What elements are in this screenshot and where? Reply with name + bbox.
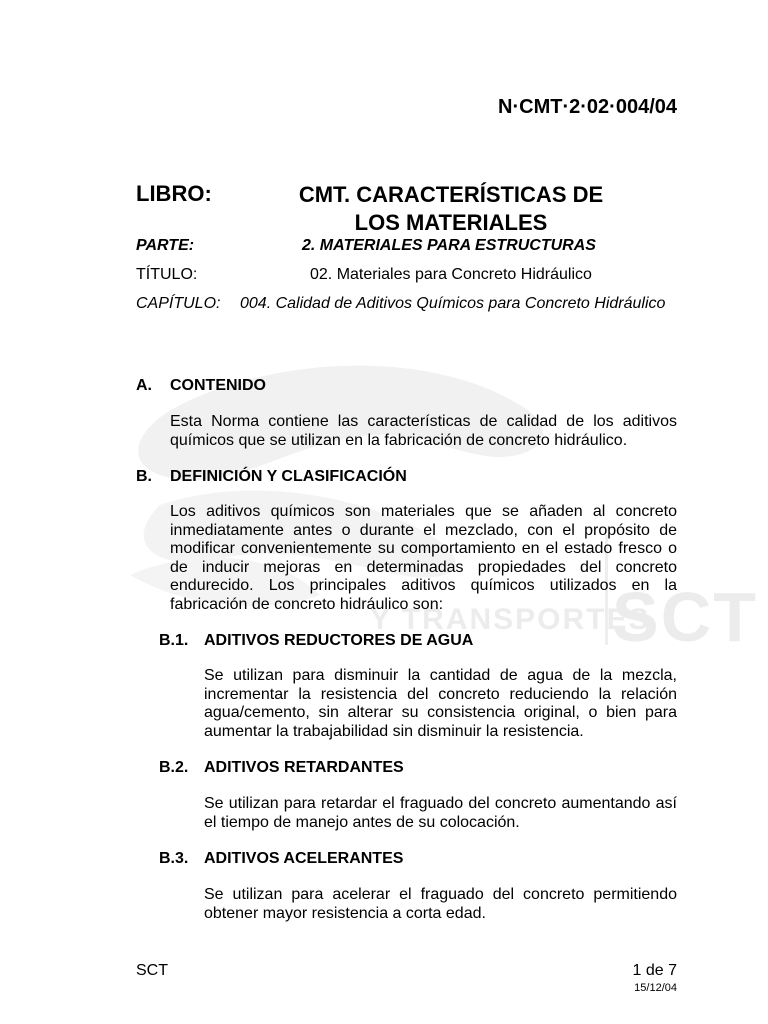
section-b-heading — [136, 468, 407, 486]
section-b2-paragraph — [204, 795, 677, 832]
titulo-value: 02. Materiales para Concreto Hidráulico — [310, 266, 592, 283]
parte-label: PARTE: — [136, 237, 195, 254]
section-b3-paragraph — [204, 886, 677, 923]
capitulo-value: 004. Calidad de Aditivos Químicos para Concreto Hidráulico — [240, 295, 666, 312]
paragraph-line: endurecido. Los principales aditivos químicos utilizados en la — [170, 577, 677, 595]
paragraph-line: químicos que se utilizan en la fabricación de concreto hidráulico. — [170, 431, 628, 449]
paragraph-line: obtener mayor resistencia a corta edad. — [204, 904, 486, 922]
section-b2-heading — [159, 759, 404, 777]
paragraph-line: fabricación de concreto hidráulico son: — [170, 595, 444, 613]
capitulo-row — [136, 295, 666, 313]
paragraph-line: el tiempo de manejo antes de su colocación. — [204, 813, 520, 831]
paragraph-line: modificar convenientemente su comportamiento en el estado fresco o — [170, 540, 677, 558]
section-b1-heading — [159, 632, 474, 650]
parte-row — [136, 237, 596, 255]
document-id: N·CMT·2·02·004/04 — [498, 96, 677, 118]
section-b1-number: B.1. — [159, 632, 189, 649]
watermark-text-sct: SCT — [612, 578, 758, 656]
libro-value — [258, 181, 644, 237]
watermark-text-transportes: Y TRANSPORTES — [370, 603, 651, 636]
titulo-row — [136, 266, 592, 284]
section-a-title: CONTENIDO — [170, 377, 266, 394]
paragraph-line: inmediatamente antes o durante el mezclado, con el propósito de — [170, 521, 677, 539]
section-b2-title: ADITIVOS RETARDANTES — [204, 759, 404, 776]
paragraph-line: agua/cemento, sin alterar su consistencia original, o bien para — [204, 704, 677, 722]
libro-value-line2: LOS MATERIALES — [354, 210, 548, 235]
section-b3-title: ADITIVOS ACELERANTES — [204, 850, 404, 867]
section-a-paragraph — [170, 413, 677, 450]
footer-organization: SCT — [136, 962, 168, 979]
paragraph-line: de inducir mejoras en determinadas propiedades del concreto — [170, 558, 677, 576]
libro-label: LIBRO: — [136, 181, 212, 206]
section-a-heading — [136, 377, 266, 395]
section-b-number: B. — [136, 468, 152, 485]
footer-page-number: 1 de 7 — [632, 962, 677, 979]
paragraph-line: aumentar la trabajabilidad sin disminuir la resistencia. — [204, 722, 584, 740]
paragraph-line: incrementar la resistencia del concreto reduciendo la relación — [204, 685, 677, 703]
section-b2-number: B.2. — [159, 759, 189, 776]
titulo-label: TÍTULO: — [136, 266, 198, 283]
section-b1-paragraph — [204, 667, 677, 741]
paragraph-line: Se utilizan para acelerar el fraguado del concreto permitiendo — [204, 886, 677, 903]
capitulo-label: CAPÍTULO: — [136, 295, 221, 312]
paragraph-line: Los aditivos químicos son materiales que se añaden al concreto — [170, 503, 677, 520]
section-b3-number: B.3. — [159, 850, 189, 867]
section-b1-title: ADITIVOS REDUCTORES DE AGUA — [204, 632, 474, 649]
section-a-number: A. — [136, 377, 152, 394]
footer-date: 15/12/04 — [634, 982, 677, 994]
section-b-title: DEFINICIÓN Y CLASIFICACIÓN — [170, 468, 407, 485]
section-b3-heading — [159, 850, 404, 868]
paragraph-line: Se utilizan para disminuir la cantidad de agua de la mezcla, — [204, 667, 677, 684]
paragraph-line: Esta Norma contiene las características de calidad de los aditivos — [170, 413, 677, 430]
parte-value: 2. MATERIALES PARA ESTRUCTURAS — [302, 237, 596, 254]
paragraph-line: Se utilizan para retardar el fraguado del concreto aumentando así — [204, 795, 677, 812]
section-b-paragraph — [170, 503, 677, 615]
libro-value-line1: CMT. CARACTERÍSTICAS DE — [298, 182, 604, 207]
